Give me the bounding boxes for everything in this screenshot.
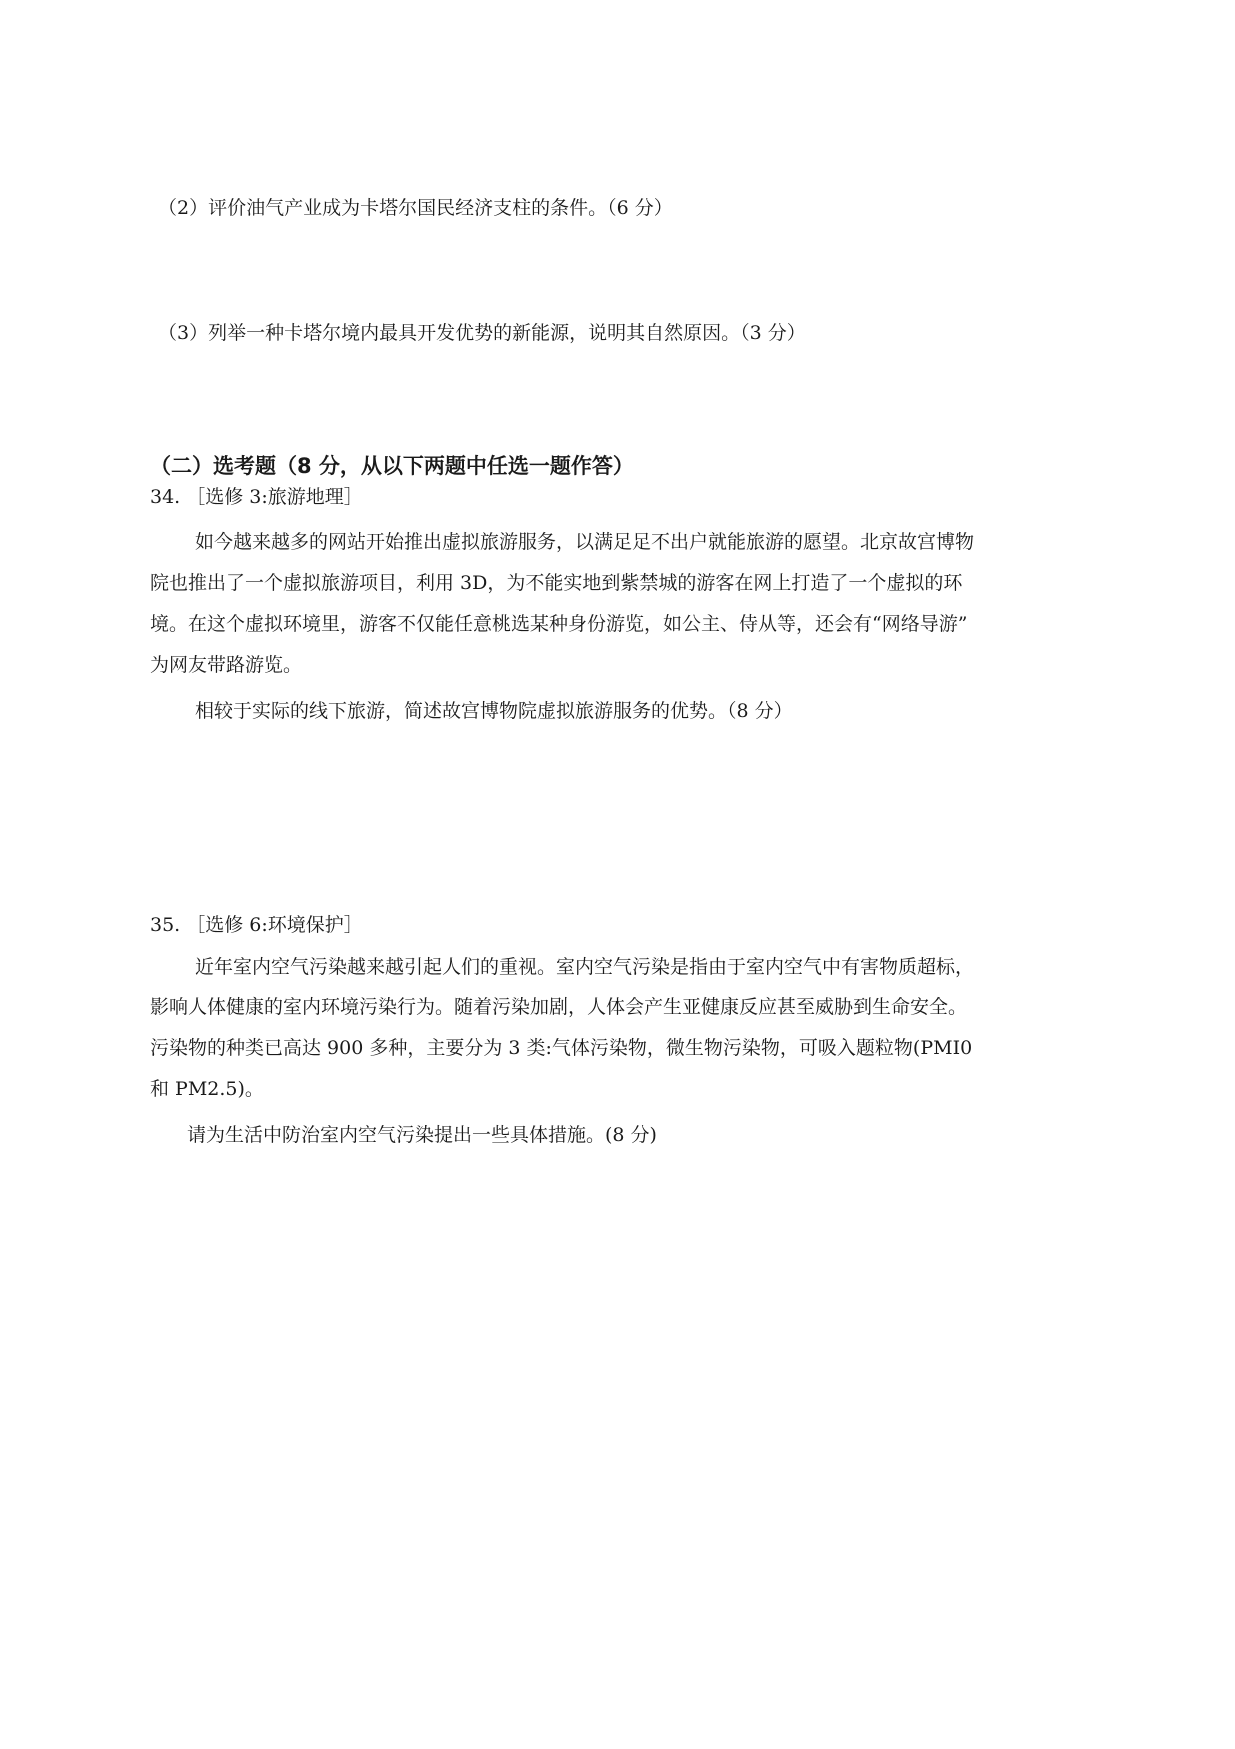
question-35-paragraph-line-4: 和 PM2.5)。 xyxy=(150,1078,264,1100)
question-2-prompt: （2）评价油气产业成为卡塔尔国民经济支柱的条件。（6 分） xyxy=(158,197,673,219)
question-34-paragraph-line-2: 院也推出了一个虚拟旅游项目，利用 3D，为不能实地到紫禁城的游客在网上打造了一个虚拟的环 xyxy=(150,572,963,594)
question-35-paragraph-line-3: 污染物的种类已高达 900 多种，主要分为 3 类:气体污染物，微生物污染物，可吸入题粒物(PMI0 xyxy=(150,1037,973,1059)
question-35-paragraph-line-1: 近年室内空气污染越来越引起人们的重视。室内空气污染是指由于室内空气中有害物质超标， xyxy=(195,956,975,978)
question-34-task: 相较于实际的线下旅游，简述故宫博物院虚拟旅游服务的优势。（8 分） xyxy=(195,700,793,722)
question-35-task: 请为生活中防治室内空气污染提出一些具体措施。(8 分) xyxy=(187,1124,657,1146)
section-2-heading: （二）选考题（8 分，从以下两题中任选一题作答） xyxy=(150,454,634,478)
question-34-title: 34. ［选修 3:旅游地理］ xyxy=(150,486,363,508)
question-34-paragraph-line-1: 如今越来越多的网站开始推出虚拟旅游服务，以满足足不出户就能旅游的愿望。北京故宫博物 xyxy=(195,531,975,553)
question-35-paragraph-line-2: 影响人体健康的室内环境污染行为。随着污染加剧，人体会产生亚健康反应甚至威胁到生命安全。 xyxy=(150,996,968,1018)
question-3-prompt: （3）列举一种卡塔尔境内最具开发优势的新能源，说明其自然原因。（3 分） xyxy=(158,322,806,344)
question-35-title: 35. ［选修 6:环境保护］ xyxy=(150,914,363,936)
question-34-paragraph-line-4: 为网友带路游览。 xyxy=(150,654,303,676)
question-34-paragraph-line-3: 境。在这个虚拟环境里，游客不仅能任意桃选某种身份游览，如公主、侍从等，还会有“网络导游” xyxy=(150,613,968,635)
